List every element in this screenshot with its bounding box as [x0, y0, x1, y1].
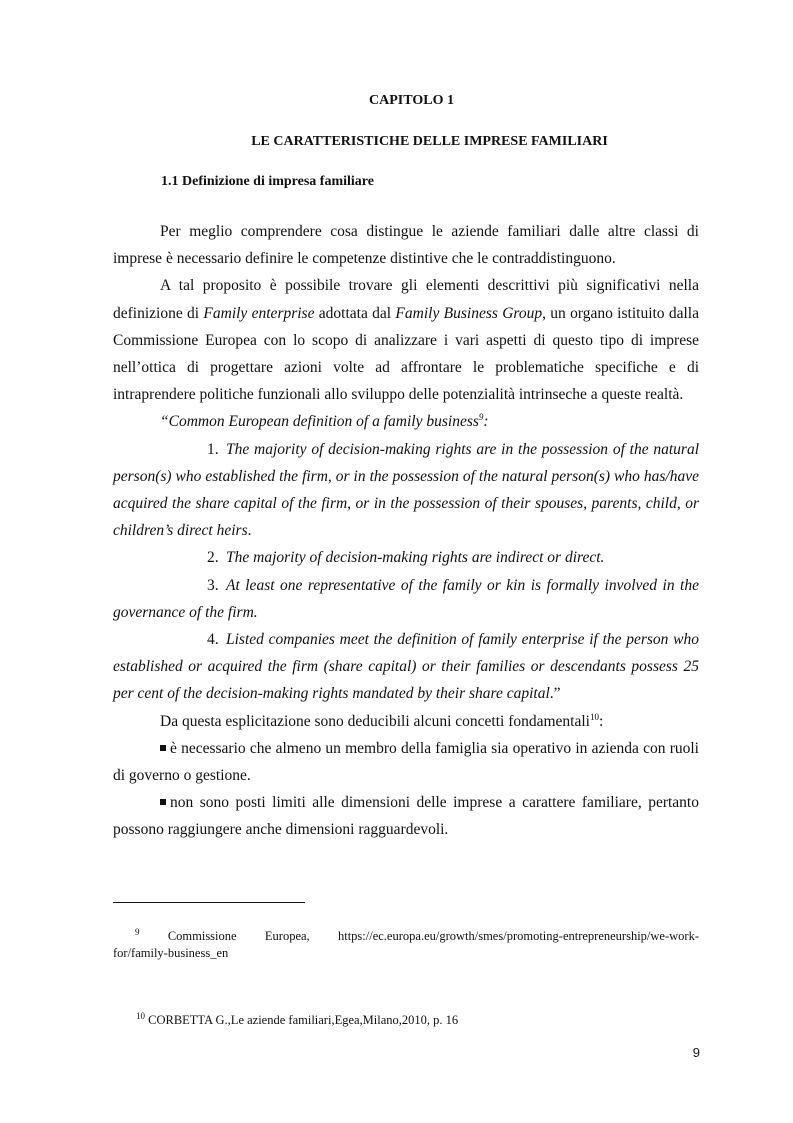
footnote-ref-9: 9 [478, 412, 484, 423]
footnote-9-link-continued[interactable]: for/family-business_en [113, 946, 229, 960]
footnote-9-marker [135, 928, 140, 945]
item-text: The majority of decision-making rights are indirect or direct. [226, 549, 605, 567]
definition-item-3 [113, 572, 699, 626]
section-heading: 1.1 Definizione di impresa familiare [161, 174, 374, 189]
definition-item-1 [113, 436, 699, 545]
footnote-separator [113, 902, 305, 903]
quote-intro-colon: : [483, 413, 489, 431]
item-end: .” [549, 685, 561, 703]
footnote-10-number: 10 [136, 1010, 145, 1021]
chapter-heading: CAPITOLO 1 [369, 93, 454, 108]
body-text [113, 218, 699, 844]
definition-item-4 [113, 626, 699, 708]
paragraph-text: A tal proposito è possibile trovare gli elementi descrittivi più significativi nella definizione di [113, 277, 699, 322]
item-number: 3. [207, 576, 219, 594]
bullet-item-2 [113, 789, 699, 843]
footnote-ref-10: 10 [589, 711, 599, 722]
bullet-square-icon [160, 799, 166, 805]
paragraph-intro: Per meglio comprendere cosa distingue le aziende familiari dalle altre classi di imprese è necessario definire le competenze distintive che le contraddistinguono. [113, 223, 699, 268]
item-end: . [247, 522, 252, 540]
paragraph-concepts [113, 708, 699, 735]
footnote-9-number: 9 [135, 926, 140, 937]
footnote-10 [136, 1010, 459, 1028]
item-number: 2. [207, 549, 219, 567]
item-text: Listed companies meet the definition of family enterprise if the person who established or acquired the firm (share capital) or their families or descendants possess 25 per cent of the decision-making rights mandated by their share capital [113, 631, 699, 703]
item-number: 4. [207, 631, 219, 649]
bullet-text: è necessario che almeno un membro della famiglia sia operativo in azienda con ruoli di governo o gestione. [113, 739, 699, 785]
paragraph-text: Da questa esplicitazione sono deducibili alcuni concetti fondamentali [160, 712, 590, 730]
footnote-10-text: CORBETTA G.,Le aziende familiari,Egea,Milano,2010, p. 16 [145, 1013, 459, 1027]
bullet-text: non sono posti limiti alle dimensioni delle imprese a carattere familiare, pertanto possono raggiungere anche dimensioni ragguardevoli. [113, 794, 699, 839]
bullet-square-icon [160, 745, 166, 751]
footnote-9-word: Commissione [167, 929, 237, 943]
item-text: At least one representative of the family or kin is formally involved in the governance of the firm. [113, 576, 699, 621]
paragraph-text: , un organo istituito dalla Commissione Europea con lo scopo di analizzare i vari aspetti di questo tipo di imprese nell’ottica di progettare azioni volte ad affrontare le problematiche specifiche e di intraprendere politiche funzionali allo sviluppo delle potenzialità intrinseche a queste realtà. [113, 304, 699, 404]
item-number: 1. [207, 440, 219, 458]
bullet-item-1 [113, 735, 699, 789]
page-number: 9 [692, 1045, 700, 1060]
quote-intro-text: “Common European definition of a family business [160, 413, 479, 431]
definition-item-2 [113, 544, 699, 571]
emphasis-family-enterprise: Family enterprise [203, 304, 315, 322]
item-text: The majority of decision-making rights are in the possession of the natural person(s) who established the firm, or in the possession of the natural person(s) who has/have acquired the share capital of the firm, or in the possession of their spouses, parents, child, or children’s direct heirs [113, 440, 699, 540]
paragraph-family-business-group [113, 272, 699, 408]
paragraph-colon: : [598, 712, 604, 730]
emphasis-family-business-group: Family Business Group [395, 304, 543, 322]
footnote-9 [113, 928, 699, 962]
chapter-title: LE CARATTERISTICHE DELLE IMPRESE FAMILIARI [251, 134, 608, 149]
footnote-9-word: Europea, [264, 929, 310, 943]
paragraph-text: adottata dal [314, 304, 396, 322]
footnote-9-link[interactable]: https://ec.europa.eu/growth/smes/promoting-entrepreneurship/we-work- [337, 929, 699, 943]
quote-intro [113, 408, 699, 435]
